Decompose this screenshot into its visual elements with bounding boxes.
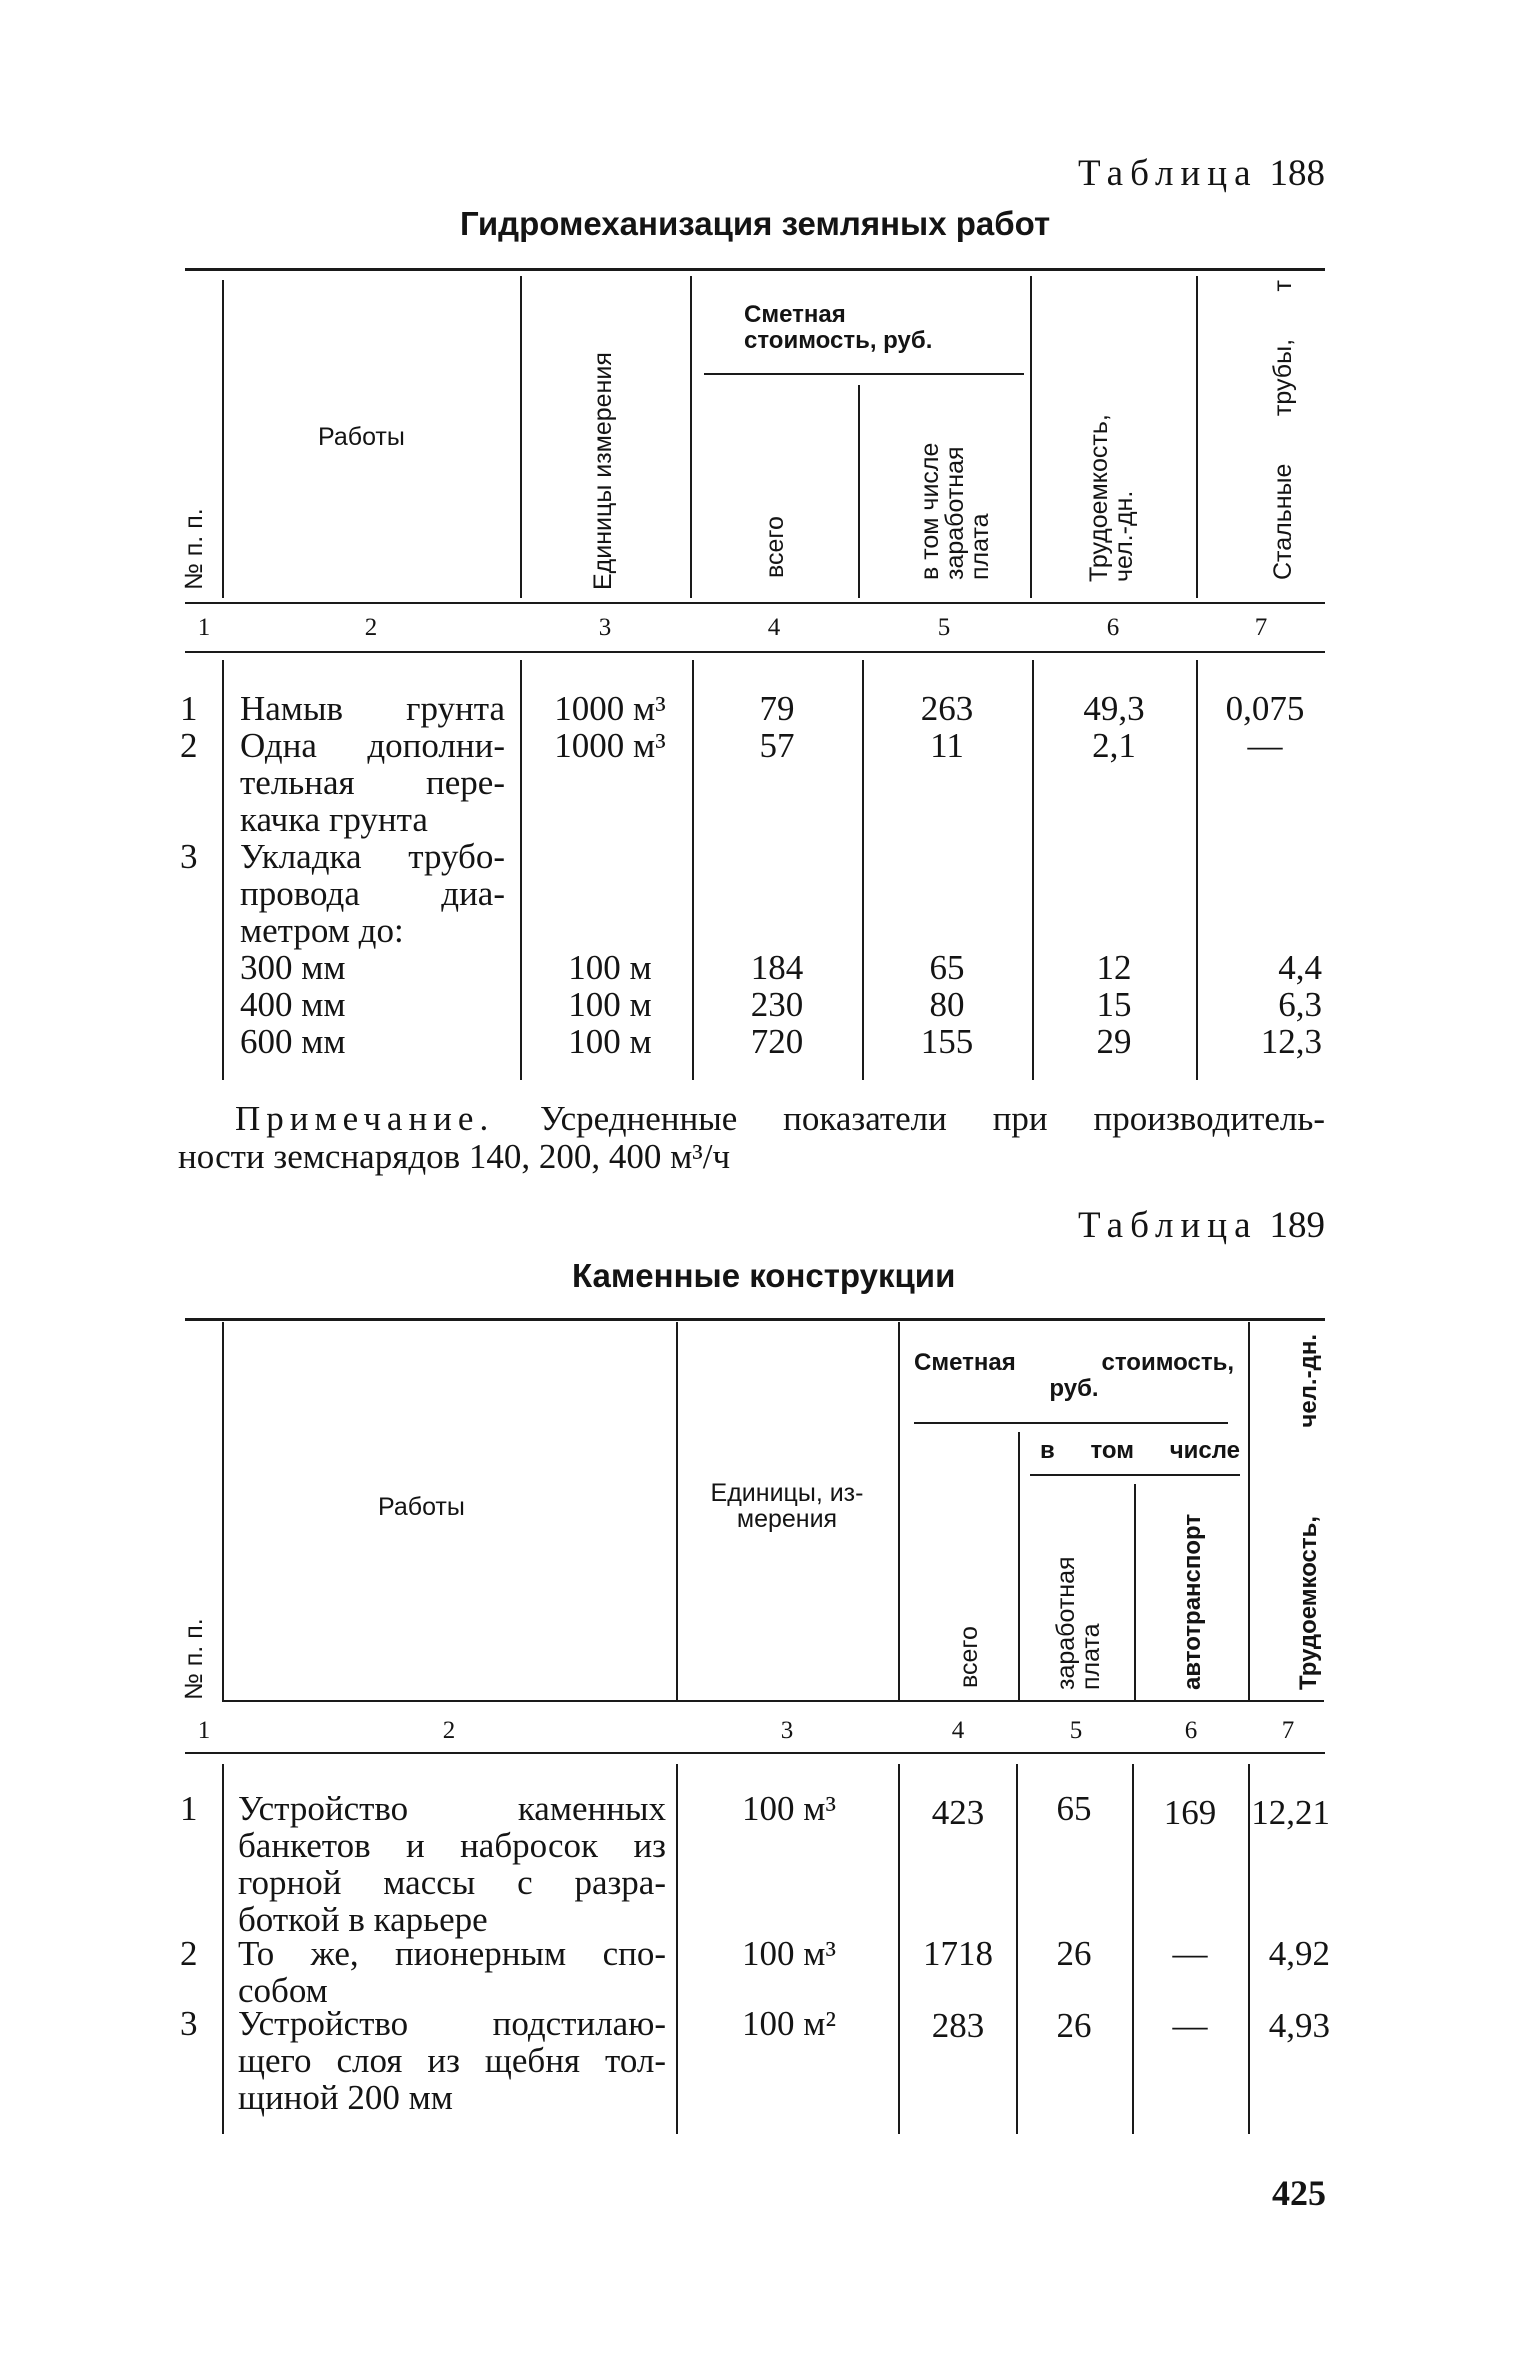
- col-divider: [676, 1764, 678, 2134]
- row-work-line: Одна дополни-: [240, 726, 505, 765]
- col-divider: [1018, 1432, 1020, 1700]
- col-divider: [520, 276, 522, 598]
- row-work-line: То же, пионерным спо-: [238, 1934, 666, 1973]
- row-unit: 1000 м³: [554, 689, 666, 728]
- row-work: 300 мм: [240, 948, 346, 987]
- row-work: [238, 1935, 666, 2009]
- row-wage: 65: [1056, 1789, 1092, 1828]
- header-incl-label: в том числе: [1040, 1437, 1240, 1464]
- table-label: Таблица: [1078, 1205, 1258, 1246]
- row-work-line: щего слоя из щебня тол-: [238, 2041, 666, 2080]
- row-unit: 100 м: [568, 1022, 652, 1061]
- note-text: Усредненные показатели при производитель-: [540, 1099, 1326, 1138]
- row-work-line: банкетов и набросок из: [238, 1826, 666, 1865]
- row-work-line: собом: [238, 1971, 328, 2010]
- header-num: № п. п.: [180, 1618, 208, 1700]
- header-total: всего: [955, 1626, 983, 1688]
- row-total: 283: [931, 2006, 985, 2045]
- table-189-number: [1078, 1204, 1325, 1247]
- header-wage: [1054, 1556, 1104, 1690]
- row-unit: 100 м: [568, 985, 652, 1024]
- col-divider: [222, 280, 224, 598]
- row-work: [240, 727, 505, 838]
- row-work-line: провода диа-: [240, 874, 505, 913]
- row-wage: 65: [929, 948, 965, 987]
- col-divider: [858, 385, 860, 598]
- row-work-line: горной массы с разра-: [238, 1863, 666, 1902]
- row-num: 1: [180, 689, 198, 728]
- note-line: ности земснарядов 140, 200, 400 м³/ч: [178, 1137, 731, 1176]
- colnum-rule: [185, 651, 1325, 653]
- col-divider: [222, 660, 224, 1080]
- row-labor: 12,21: [1251, 1793, 1330, 1832]
- header-total: всего: [761, 516, 789, 578]
- row-work: [238, 2005, 666, 2116]
- row-work: 400 мм: [240, 985, 346, 1024]
- header-wage-line: заработная: [1052, 1556, 1080, 1690]
- header-labor-line: Трудоемкость,: [1085, 414, 1113, 582]
- header-wage-line: плата: [1077, 1623, 1105, 1690]
- header-wage: [918, 443, 993, 580]
- row-work-line: боткой в карьере: [238, 1900, 488, 1939]
- row-labor: 4,92: [1268, 1934, 1330, 1973]
- col-divider: [520, 660, 522, 1080]
- table-188-note: [235, 1100, 1325, 1138]
- col-divider: [1030, 276, 1032, 598]
- col-divider: [1248, 1322, 1250, 1700]
- row-labor: 49,3: [1083, 689, 1145, 728]
- header-labor: [1087, 414, 1137, 582]
- row-work-line: Устройство подстилаю-: [238, 2004, 666, 2043]
- row-total: 1718: [923, 1934, 993, 1973]
- header-num: № п. п.: [180, 508, 208, 590]
- colnum: 3: [598, 614, 612, 641]
- colnum: 1: [197, 614, 211, 641]
- note-label: Примечание.: [235, 1099, 495, 1138]
- header-wage-line: плата: [966, 513, 994, 580]
- colnum: 7: [1254, 614, 1268, 641]
- row-work: Намыв грунта: [240, 689, 505, 728]
- row-total: 79: [759, 689, 795, 728]
- row-wage: 11: [930, 726, 964, 765]
- table-top-rule: [185, 1318, 1325, 1321]
- header-transport: автотранспорт: [1179, 1513, 1206, 1690]
- row-num: 2: [180, 726, 198, 765]
- header-labor: [1296, 1334, 1322, 1690]
- header-labor-label: Трудоемкость, чел.-дн.: [1295, 1334, 1322, 1690]
- row-total: 57: [759, 726, 795, 765]
- row-unit: 100 м: [568, 948, 652, 987]
- row-transport: 169: [1163, 1793, 1217, 1832]
- colnum: 6: [1184, 1717, 1198, 1744]
- row-labor: 15: [1096, 985, 1132, 1024]
- colnum: 4: [951, 1717, 965, 1744]
- row-work: [240, 838, 505, 949]
- col-divider: [222, 1764, 224, 2134]
- header-unit: Единицы измерения: [589, 352, 617, 590]
- row-work-line: качка грунта: [240, 800, 428, 839]
- colnum: 1: [197, 1717, 211, 1744]
- header-pipes-label: Стальные трубы, т: [1269, 280, 1297, 580]
- row-work-line: метром до:: [240, 911, 404, 950]
- note-line: [235, 1100, 1325, 1138]
- header-cost-label: Сметная стоимость, руб.: [744, 301, 933, 354]
- row-labor: 12: [1096, 948, 1132, 987]
- header-labor-line: чел.-дн.: [1110, 490, 1138, 582]
- colnum: 2: [364, 614, 378, 641]
- row-unit: 100 м³: [742, 1789, 836, 1828]
- table-number: 189: [1269, 1205, 1325, 1246]
- colnum: 4: [767, 614, 781, 641]
- row-total: 720: [750, 1022, 804, 1061]
- colnum: 7: [1281, 1717, 1295, 1744]
- row-total: 230: [750, 985, 804, 1024]
- header-cost-line: Сметная стоимость,: [914, 1349, 1234, 1376]
- table-label: Таблица: [1078, 153, 1258, 194]
- row-wage: 26: [1056, 2006, 1092, 2045]
- cost-subrule: [914, 1422, 1228, 1424]
- row-work-line: Укладка трубо-: [240, 837, 505, 876]
- row-pipes: —: [1247, 726, 1283, 765]
- row-labor: 2,1: [1092, 726, 1136, 765]
- incl-subrule: [1030, 1474, 1240, 1476]
- row-labor: 29: [1096, 1022, 1132, 1061]
- row-work-line: Устройство каменных: [238, 1789, 666, 1828]
- table-188-number: [1078, 152, 1325, 195]
- row-transport: —: [1172, 2006, 1208, 2045]
- colnum: 6: [1106, 614, 1120, 641]
- row-unit: 100 м³: [742, 1934, 836, 1973]
- table-top-rule: [185, 268, 1325, 271]
- col-divider: [690, 276, 692, 598]
- header-unit-line: Единицы, из-: [710, 1479, 864, 1507]
- header-unit-line: мерения: [736, 1505, 838, 1533]
- row-num: 3: [180, 837, 198, 876]
- col-divider: [1196, 276, 1198, 598]
- row-work-line: тельная пере-: [240, 763, 505, 802]
- header-cost: [900, 1350, 1248, 1402]
- header-pipes: [1270, 280, 1297, 580]
- colnum: 3: [780, 1717, 794, 1744]
- header-works: Работы: [318, 423, 405, 451]
- header-incl: [1040, 1438, 1240, 1464]
- row-pipes: 12,3: [1260, 1022, 1322, 1061]
- header-rule: [222, 1700, 1324, 1702]
- page-number: 425: [1272, 2173, 1326, 2213]
- table-188-title: Гидромеханизация земляных работ: [460, 205, 1051, 242]
- header-cost: [700, 302, 1028, 354]
- colnum-rule: [185, 1752, 1325, 1754]
- table-number: 188: [1269, 153, 1325, 194]
- row-wage: 80: [929, 985, 965, 1024]
- row-wage: 263: [920, 689, 974, 728]
- row-pipes: 4,4: [1278, 948, 1322, 987]
- colnum: 2: [442, 1717, 456, 1744]
- header-cost-line: руб.: [1049, 1375, 1099, 1402]
- colnum: 5: [937, 614, 951, 641]
- header-wage-line: заработная: [941, 446, 969, 580]
- col-divider: [1196, 660, 1198, 1080]
- row-transport: —: [1172, 1934, 1208, 1973]
- header-works: Работы: [378, 1493, 465, 1521]
- row-num: 1: [180, 1789, 198, 1828]
- row-wage: 26: [1056, 1934, 1092, 1973]
- header-wage-line: в том числе: [916, 442, 944, 580]
- row-work: [238, 1790, 666, 1938]
- row-labor: 4,93: [1268, 2006, 1330, 2045]
- row-pipes: 0,075: [1225, 689, 1305, 728]
- col-divider: [222, 1322, 224, 1700]
- row-total: 423: [931, 1793, 985, 1832]
- header-unit: [676, 1480, 898, 1532]
- row-wage: 155: [920, 1022, 974, 1061]
- row-work: 600 мм: [240, 1022, 346, 1061]
- row-num: 3: [180, 2004, 198, 2043]
- cost-subrule: [704, 373, 1024, 375]
- col-divider: [1134, 1484, 1136, 1700]
- row-unit: 1000 м³: [554, 726, 666, 765]
- row-total: 184: [750, 948, 804, 987]
- row-unit: 100 м²: [742, 2004, 836, 2043]
- row-pipes: 6,3: [1278, 985, 1322, 1024]
- row-num: 2: [180, 1934, 198, 1973]
- colnum: 5: [1069, 1717, 1083, 1744]
- row-work-line: щиной 200 мм: [238, 2078, 453, 2117]
- table-189-title: Каменные конструкции: [572, 1257, 956, 1294]
- header-rule: [185, 602, 1325, 604]
